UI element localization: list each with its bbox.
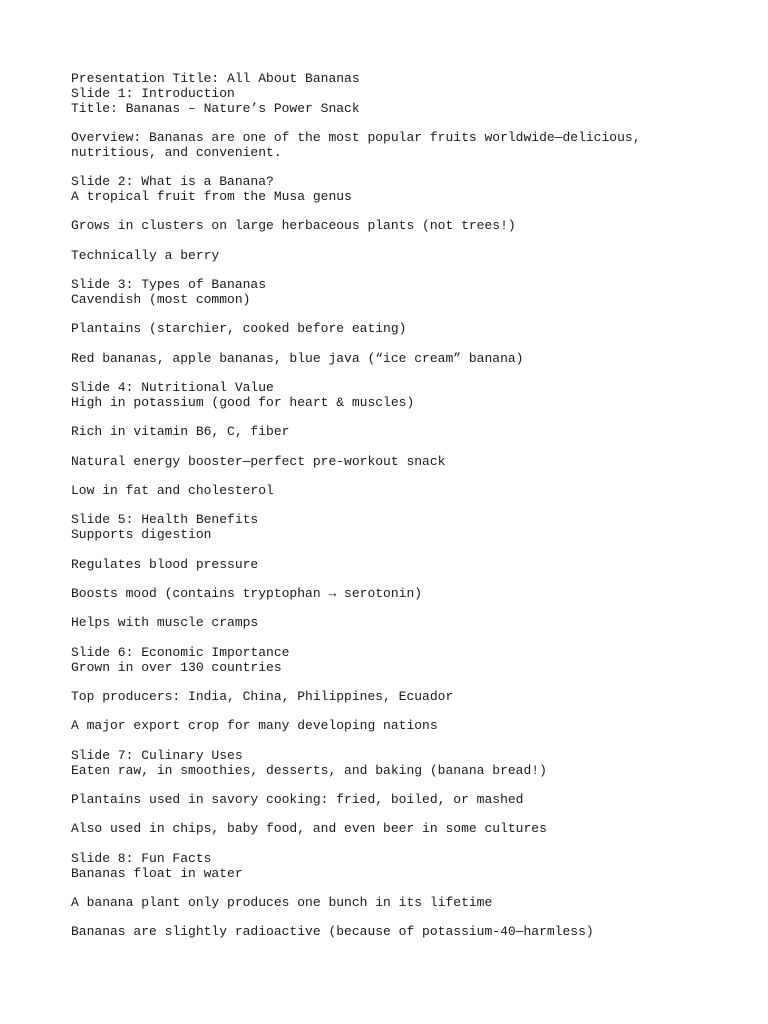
document-paragraph	[71, 131, 731, 161]
text-line: A tropical fruit from the Musa genus	[71, 188, 352, 204]
text-line: Top producers: India, China, Philippines, Ecuador	[71, 689, 454, 705]
text-line: Bananas are slightly radioactive (because of potassium-40—harmless)	[71, 924, 594, 940]
text-line: Slide 6: Economic Importance	[71, 644, 290, 660]
text-line: Grows in clusters on large herbaceous plants (not trees!)	[71, 218, 516, 234]
document-paragraph	[71, 587, 731, 602]
document-paragraph	[71, 278, 731, 308]
text-line: Overview: Bananas are one of the most popular fruits worldwide—delicious,	[71, 129, 641, 145]
document-paragraph	[71, 425, 731, 440]
text-line: Rich in vitamin B6, C, fiber	[71, 424, 290, 440]
document-paragraph	[71, 72, 731, 116]
document-paragraph	[71, 381, 731, 411]
document-paragraph	[71, 822, 731, 837]
text-line: Slide 8: Fun Facts	[71, 850, 212, 866]
document-paragraph	[71, 322, 731, 337]
text-line: Plantains used in savory cooking: fried, boiled, or mashed	[71, 791, 524, 807]
text-line: nutritious, and convenient.	[71, 144, 282, 160]
document-paragraph	[71, 896, 731, 911]
document-paragraph	[71, 646, 731, 676]
text-line: Helps with muscle cramps	[71, 615, 259, 631]
text-line: Slide 7: Culinary Uses	[71, 747, 243, 763]
document-paragraph	[71, 793, 731, 808]
document-page	[71, 72, 731, 955]
text-line: Slide 1: Introduction	[71, 85, 235, 101]
text-line: Slide 3: Types of Bananas	[71, 277, 267, 293]
document-paragraph	[71, 925, 731, 940]
text-line: Red bananas, apple bananas, blue java (“ice cream” banana)	[71, 350, 524, 366]
text-line: Title: Bananas – Nature’s Power Snack	[71, 100, 360, 116]
document-paragraph	[71, 175, 731, 205]
text-line: Low in fat and cholesterol	[71, 483, 274, 499]
text-line: Supports digestion	[71, 527, 212, 543]
text-line: Regulates blood pressure	[71, 556, 259, 572]
text-line: Boosts mood (contains tryptophan → serotonin)	[71, 586, 423, 602]
document-paragraph	[71, 749, 731, 779]
document-paragraph	[71, 852, 731, 882]
text-line: Eaten raw, in smoothies, desserts, and baking (banana bread!)	[71, 762, 547, 778]
document-paragraph	[71, 616, 731, 631]
text-line: A major export crop for many developing nations	[71, 718, 438, 734]
text-line: Presentation Title: All About Bananas	[71, 71, 360, 86]
text-line: Grown in over 130 countries	[71, 659, 282, 675]
text-line: Cavendish (most common)	[71, 291, 251, 307]
text-line: Natural energy booster—perfect pre-workout snack	[71, 453, 446, 469]
document-paragraph	[71, 558, 731, 573]
document-paragraph	[71, 219, 731, 234]
document-paragraph	[71, 513, 731, 543]
document-paragraph	[71, 352, 731, 367]
text-line: A banana plant only produces one bunch in its lifetime	[71, 894, 493, 910]
text-line: Slide 2: What is a Banana?	[71, 174, 274, 190]
document-paragraph	[71, 690, 731, 705]
text-line: Plantains (starchier, cooked before eating)	[71, 321, 407, 337]
text-line: Slide 5: Health Benefits	[71, 512, 259, 528]
document-paragraph	[71, 719, 731, 734]
text-line: Bananas float in water	[71, 865, 243, 881]
document-paragraph	[71, 249, 731, 264]
text-line: Also used in chips, baby food, and even beer in some cultures	[71, 821, 547, 837]
text-line: Slide 4: Nutritional Value	[71, 380, 274, 396]
text-line: High in potassium (good for heart & muscles)	[71, 394, 415, 410]
document-paragraph	[71, 455, 731, 470]
document-paragraph	[71, 484, 731, 499]
text-line: Technically a berry	[71, 247, 220, 263]
